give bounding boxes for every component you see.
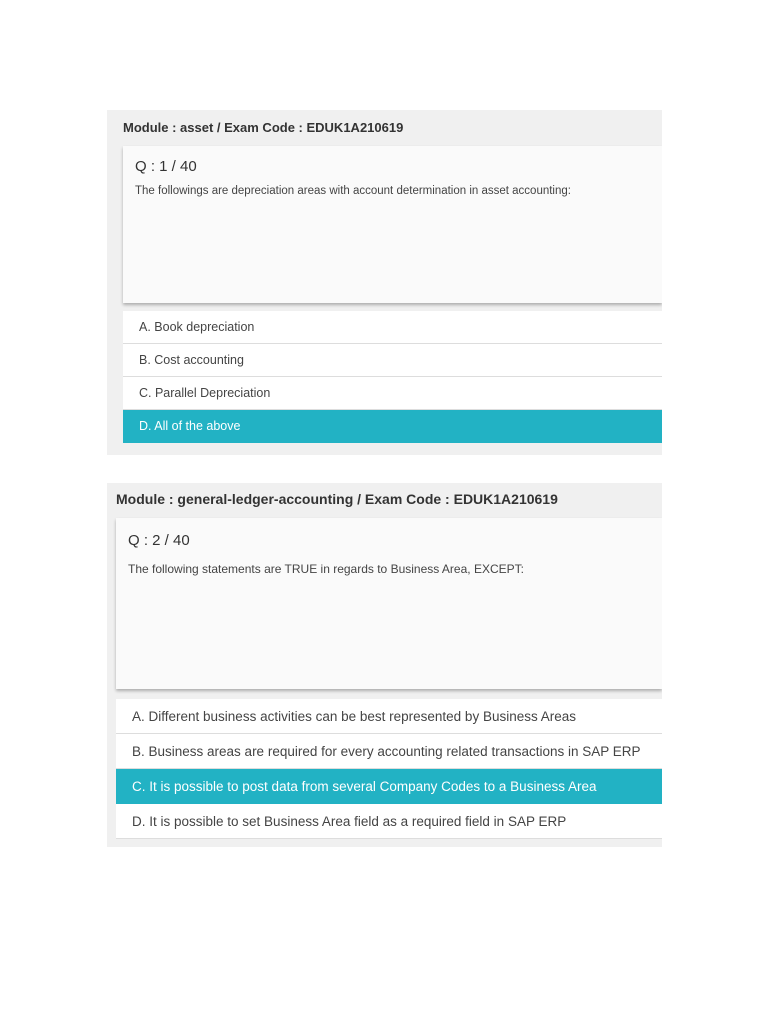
- question-card-1: [107, 110, 662, 455]
- question-box: [123, 146, 662, 303]
- option-a[interactable]: A. Different business activities can be best represented by Business Areas: [116, 699, 662, 734]
- option-d[interactable]: D. It is possible to set Business Area field as a required field in SAP ERP: [116, 804, 662, 839]
- answer-options: [123, 311, 662, 443]
- question-text: The following statements are TRUE in regards to Business Area, EXCEPT:: [128, 562, 524, 576]
- option-d[interactable]: D. All of the above: [123, 410, 662, 443]
- answer-options: [116, 699, 662, 839]
- module-header: Module : general-ledger-accounting / Exam Code : EDUK1A210619: [116, 491, 558, 507]
- module-header: Module : asset / Exam Code : EDUK1A210619: [123, 120, 404, 135]
- option-b[interactable]: B. Business areas are required for every accounting related transactions in SAP ERP: [116, 734, 662, 769]
- option-c[interactable]: C. Parallel Depreciation: [123, 377, 662, 410]
- option-b[interactable]: B. Cost accounting: [123, 344, 662, 377]
- question-number: Q : 1 / 40: [135, 158, 197, 175]
- option-a[interactable]: A. Book depreciation: [123, 311, 662, 344]
- question-number: Q : 2 / 40: [128, 532, 190, 549]
- question-box: [116, 518, 662, 689]
- question-card-2: [107, 483, 662, 847]
- option-c[interactable]: C. It is possible to post data from several Company Codes to a Business Area: [116, 769, 662, 804]
- question-text: The followings are depreciation areas with account determination in asset accounting:: [135, 185, 571, 197]
